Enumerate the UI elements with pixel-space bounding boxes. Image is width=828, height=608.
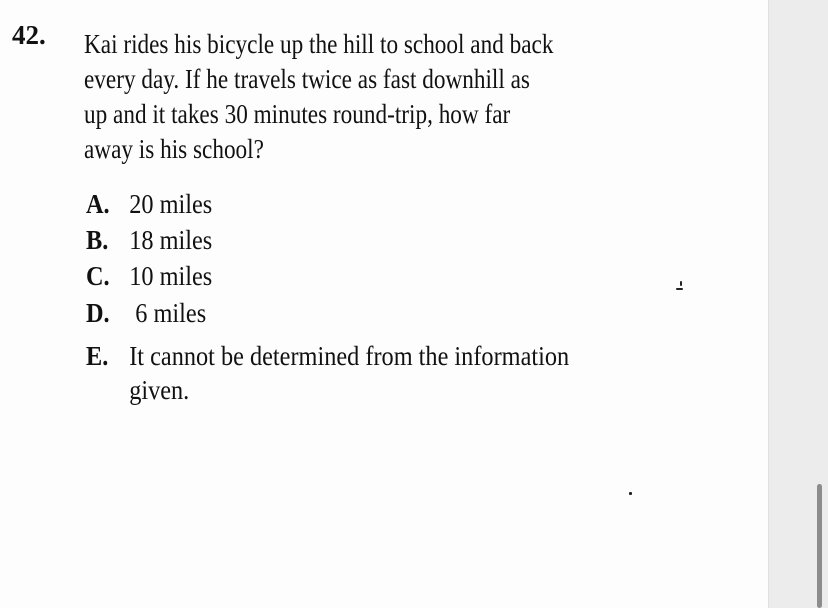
choice-b [86, 223, 212, 257]
choice-text: 10 miles [129, 261, 213, 291]
choice-a [86, 187, 212, 221]
scan-speck [676, 288, 683, 290]
choice-text: It cannot be determined from the information [129, 341, 570, 371]
question-number: 42. [12, 20, 46, 50]
stem-line: every day. If he travels twice as fast downhill as [84, 64, 530, 94]
choice-text: 6 miles [129, 298, 207, 328]
choice-text-continued: given. [129, 375, 190, 405]
choice-letter: A. [86, 189, 110, 219]
stem-line: away is his school? [84, 134, 264, 164]
choice-c [86, 259, 212, 293]
choice-text: 18 miles [129, 225, 213, 255]
scrollbar-thumb[interactable] [817, 484, 822, 608]
stem-line: up and it takes 30 minutes round-trip, how far [84, 99, 511, 129]
choice-e [86, 339, 569, 407]
choice-letter: C. [86, 261, 110, 291]
question-stem [84, 27, 600, 167]
choice-letter: E. [86, 341, 109, 371]
scan-speck [629, 492, 632, 495]
choice-text: 20 miles [129, 189, 213, 219]
choice-d [86, 296, 206, 330]
choice-letter: D. [86, 298, 110, 328]
scan-speck [680, 281, 682, 286]
choice-letter: B. [86, 225, 109, 255]
scrollbar-track[interactable] [768, 0, 828, 608]
stem-line: Kai rides his bicycle up the hill to school and back [84, 29, 554, 59]
